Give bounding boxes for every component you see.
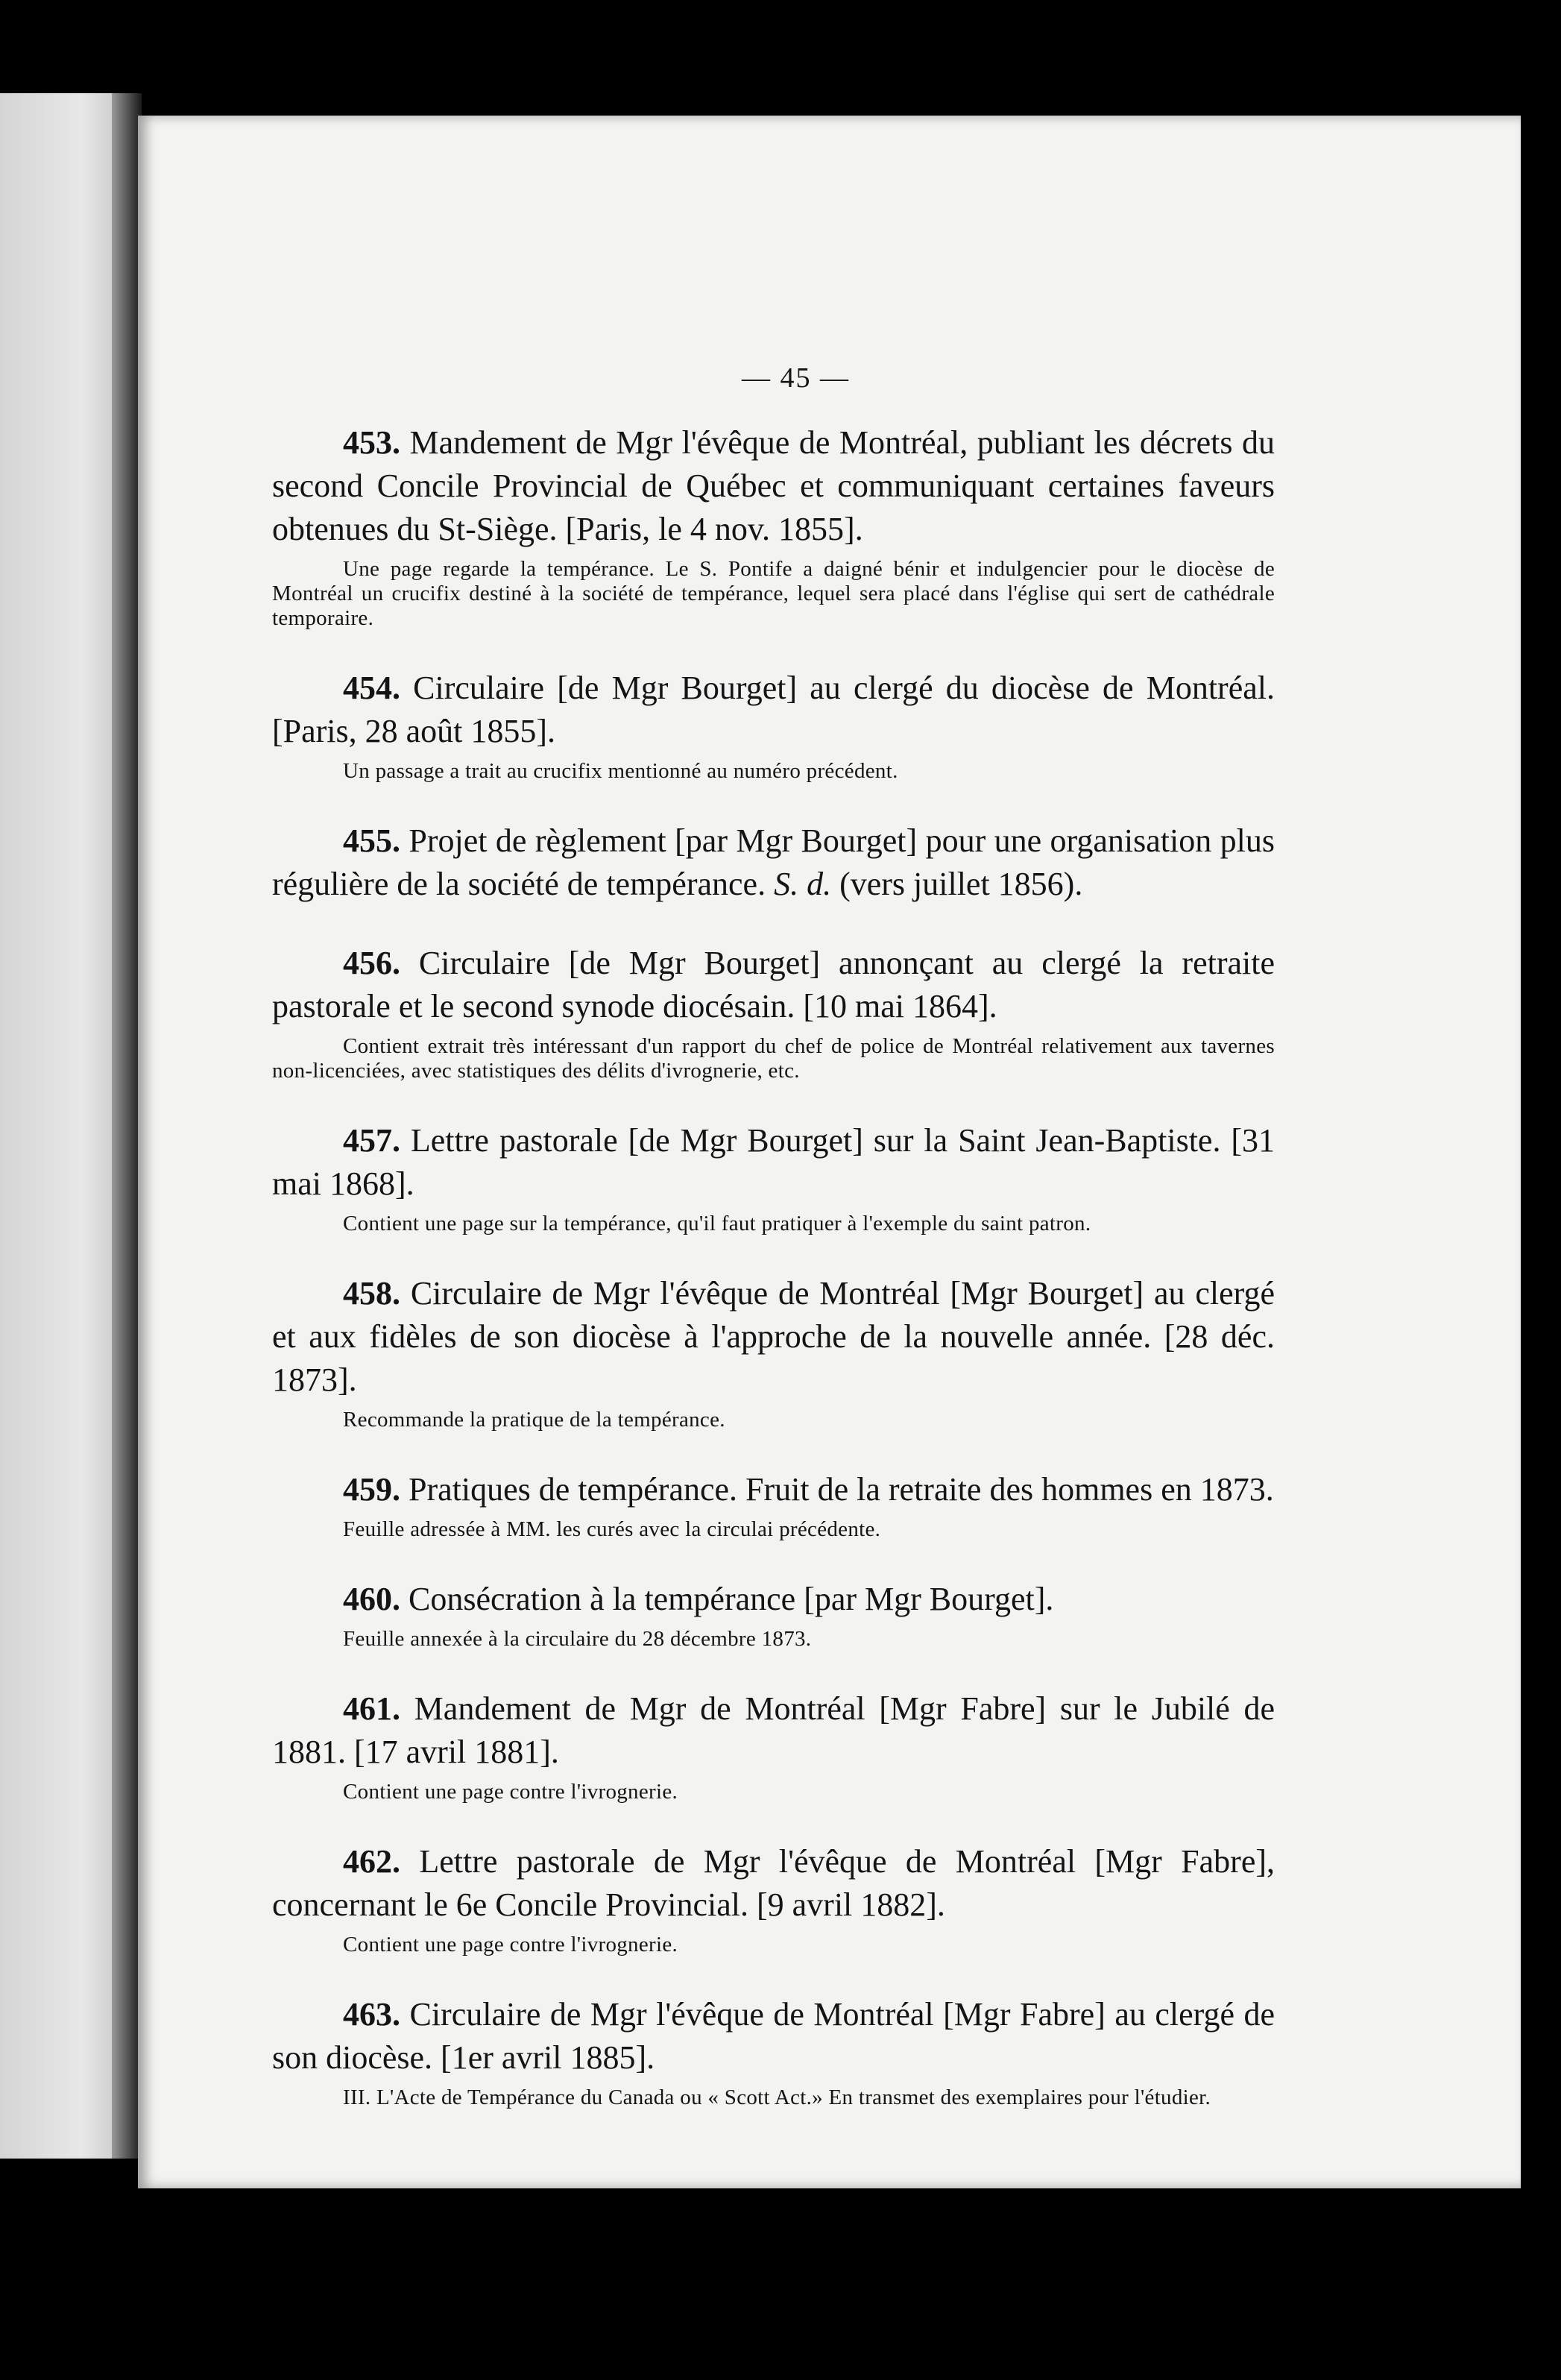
entry-title-text: Pratiques de tempérance. Fruit de la retraite des hommes en 1873. — [409, 1471, 1274, 1508]
document-page — [138, 116, 1521, 2188]
entry-title — [272, 1578, 1275, 1621]
entry-462 — [272, 1840, 1275, 1957]
entry-title — [272, 1119, 1275, 1206]
entry-title-text: Circulaire de Mgr l'évêque de Montréal [Mgr Bourget] au clergé et aux fidèles de son diocèse à l'approche de la nouvelle année. [28 déc. 1873]. — [272, 1275, 1275, 1398]
entries-list — [272, 421, 1275, 2146]
entry-number: 457. — [343, 1122, 400, 1159]
entry-title-text: Mandement de Mgr de Montréal [Mgr Fabre] sur le Jubilé de 1881. [17 avril 1881]. — [272, 1690, 1275, 1770]
entry-note: Recommande la pratique de la tempérance. — [343, 1408, 725, 1432]
page-number: — 45 — — [742, 362, 850, 394]
page-gutter-shadow — [112, 93, 142, 2159]
entry-454 — [272, 667, 1275, 784]
entry-title-text: Projet de règlement [par Mgr Bourget] pour une organisation plus régulière de la société de tempérance. — [272, 822, 1275, 902]
entry-463 — [272, 1993, 1275, 2110]
entry-number: 454. — [343, 670, 400, 706]
entry-456 — [272, 942, 1275, 1083]
entry-title — [272, 667, 1275, 753]
entry-title-date: (vers juillet 1856). — [839, 866, 1083, 902]
entry-number: 461. — [343, 1690, 400, 1727]
entry-number: 455. — [343, 822, 400, 859]
entry-title-text: Circulaire [de Mgr Bourget] au clergé du diocèse de Montréal. [Paris, 28 août 1855]. — [272, 670, 1275, 749]
entry-note: Une page regarde la tempérance. Le S. Pontife a daigné bénir et indulgencier pour le diocèse de Montréal un crucifix destiné à la société de tempérance, lequel sera placé dans l'église qui sert de cathédrale temporaire. — [272, 557, 1275, 630]
entry-title-text: Lettre pastorale [de Mgr Bourget] sur la Saint Jean-Baptiste. [31 mai 1868]. — [272, 1122, 1275, 1202]
left-page-edge — [0, 93, 116, 2159]
entry-number: 453. — [343, 424, 400, 461]
entry-note: Feuille annexée à la circulaire du 28 décembre 1873. — [343, 1627, 812, 1651]
entry-title — [272, 819, 1275, 906]
entry-note: Un passage a trait au crucifix mentionné au numéro précédent. — [343, 759, 898, 783]
entry-459 — [272, 1468, 1275, 1542]
entry-note: Contient une page contre l'ivrognerie. — [343, 1780, 678, 1804]
entry-note: III. L'Acte de Tempérance du Canada ou « Scott Act.» En transmet des exemplaires pour l'étudier. — [343, 2085, 1211, 2109]
entry-title-text: Lettre pastorale de Mgr l'évêque de Montréal [Mgr Fabre], concernant le 6e Concile Provincial. [9 avril 1882]. — [272, 1843, 1275, 1923]
entry-title-text: Circulaire [de Mgr Bourget] annonçant au clergé la retraite pastorale et le second synode diocésain. [10 mai 1864]. — [272, 945, 1275, 1024]
entry-number: 458. — [343, 1275, 400, 1312]
entry-458 — [272, 1272, 1275, 1432]
entry-number: 463. — [343, 1996, 400, 2033]
entry-number: 456. — [343, 945, 400, 981]
entry-title-text: Consécration à la tempérance [par Mgr Bourget]. — [409, 1581, 1054, 1617]
entry-title — [272, 942, 1275, 1028]
entry-title — [272, 1272, 1275, 1402]
entry-number: 459. — [343, 1471, 400, 1508]
entry-number: 460. — [343, 1581, 400, 1617]
entry-number: 462. — [343, 1843, 400, 1880]
entry-460 — [272, 1578, 1275, 1652]
entry-note: Feuille adressée à MM. les curés avec la circulai précédente. — [343, 1517, 881, 1541]
entry-title — [272, 1993, 1275, 2080]
entry-title — [272, 1468, 1275, 1511]
entry-title-text: Circulaire de Mgr l'évêque de Montréal [Mgr Fabre] au clergé de son diocèse. [1er avril 1885]. — [272, 1996, 1275, 2076]
entry-453 — [272, 421, 1275, 631]
entry-note: Contient une page contre l'ivrognerie. — [343, 1933, 678, 1956]
entry-455 — [272, 819, 1275, 906]
entry-title — [272, 1840, 1275, 1927]
entry-title-text: Mandement de Mgr l'évêque de Montréal, publiant les décrets du second Concile Provincial de Québec et communiquant certaines faveurs obtenues du St-Siège. [Paris, le 4 nov. 1855]. — [272, 424, 1275, 547]
entry-note: Contient une page sur la tempérance, qu'il faut pratiquer à l'exemple du saint patron. — [343, 1212, 1091, 1235]
entry-title-italic: S. d. — [774, 866, 832, 902]
entry-461 — [272, 1687, 1275, 1804]
entry-457 — [272, 1119, 1275, 1236]
entry-note: Contient extrait très intéressant d'un rapport du chef de police de Montréal relativement aux tavernes non-licenciées, avec statistiques des délits d'ivrognerie, etc. — [272, 1034, 1275, 1083]
entry-title — [272, 421, 1275, 551]
entry-title — [272, 1687, 1275, 1774]
